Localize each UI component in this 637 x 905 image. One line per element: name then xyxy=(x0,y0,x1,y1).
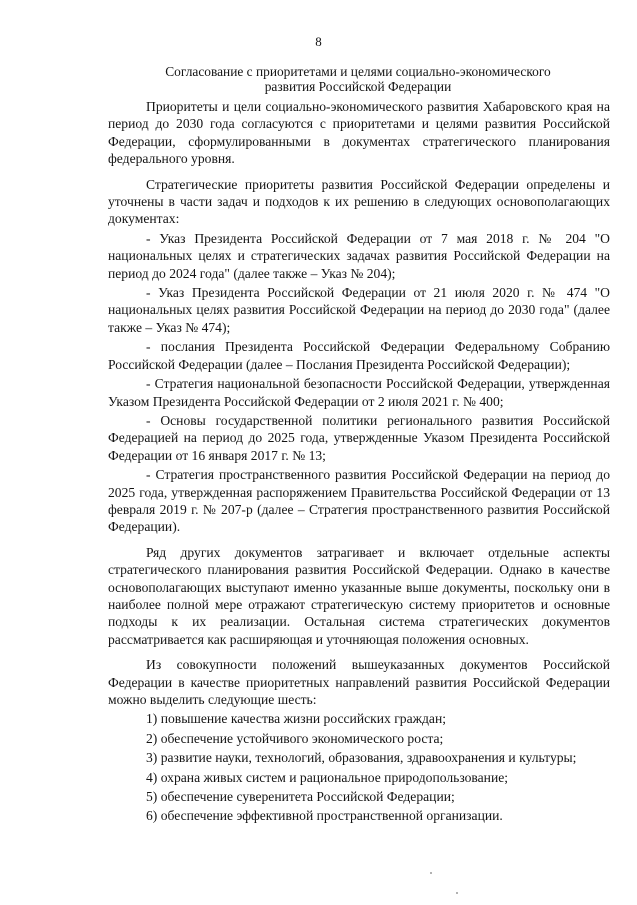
paragraph-intro: Приоритеты и цели социально-экономического развития Хабаровского края на период до 2030 года согласуются с приоритетами и целями развития Российской Федерации, сформулированными в документах стратегического планирования федерального уровня. xyxy=(108,99,610,167)
paragraph-other-documents: Ряд других документов затрагивает и включает отдельные аспекты стратегического планирования развития Российской Федерации. Однако в качестве основополагающих выступают именно указанные выше документы, поскольку они в наиболее полной мере отражают стратегическую систему приоритетов и основные подходы к их реализации. Остальная система стратегических документов рассматривается как расширяющая и уточняющая положения основных. xyxy=(108,544,610,647)
scan-speck xyxy=(456,892,458,894)
priority-item-6: 6) обеспечение эффективной пространственной организации. xyxy=(146,808,503,824)
section-heading-line-1: Согласование с приоритетами и целями социально-экономического xyxy=(165,64,551,79)
paragraph-strategic-priorities: Стратегические приоритеты развития Российской Федерации определены и уточнены в части задач и подходов к их решению в следующих основополагающих документах: xyxy=(108,176,610,227)
document-body xyxy=(108,98,610,827)
list-item-national-security-strategy: - Стратегия национальной безопасности Российской Федерации, утвержденная Указом Президента Российской Федерации от 2 июля 2021 г. № 400; xyxy=(108,376,610,409)
priority-item-4: 4) охрана живых систем и рациональное природопользование; xyxy=(146,769,509,785)
priority-item-1: 1) повышение качества жизни российских граждан; xyxy=(146,711,447,727)
list-item-decree-474: - Указ Президента Российской Федерации от 21 июля 2020 г. № 474 "О национальных целях развития Российской Федерации на период до 2030 года" (далее также – Указ № 474); xyxy=(108,285,610,335)
priority-item-2: 2) обеспечение устойчивого экономического роста; xyxy=(146,730,444,746)
list-item-regional-policy-foundations: - Основы государственной политики регионального развития Российской Федерацией на период до 2025 года, утвержденные Указом Президента Российской Федерации от 16 января 2017 г. № 13; xyxy=(108,412,610,463)
section-heading-line-2: развития Российской Федерации xyxy=(264,79,452,94)
list-item-spatial-development-strategy: - Стратегия пространственного развития Российской Федерации на период до 2025 года, утвержденная распоряжением Правительства Российской Федерации от 13 февраля 2019 г. № 207-р (далее – Стратегия пространственного развития Российской Федерации). xyxy=(108,467,610,535)
priority-item-5: 5) обеспечение суверенитета Российской Федерации; xyxy=(146,789,455,805)
page-number: 8 xyxy=(315,34,322,49)
priority-item-3: 3) развитие науки, технологий, образования, здравоохранения и культуры; xyxy=(146,750,577,766)
list-item-presidential-addresses: - послания Президента Российской Федерации Федеральному Собранию Российской Федерации (далее – Послания Президента Российской Федерации); xyxy=(108,339,610,372)
paragraph-six-priorities: Из совокупности положений вышеуказанных документов Российской Федерации в качестве приоритетных направлений развития Российской Федерации можно выделить следующие шесть: xyxy=(108,657,610,707)
section-heading xyxy=(118,64,598,94)
scan-speck xyxy=(430,872,432,874)
list-item-decree-204: - Указ Президента Российской Федерации от 7 мая 2018 г. № 204 "О национальных целях и стратегических задачах развития Российской Федерации на период до 2024 года" (далее также – Указ № 204); xyxy=(108,230,610,281)
